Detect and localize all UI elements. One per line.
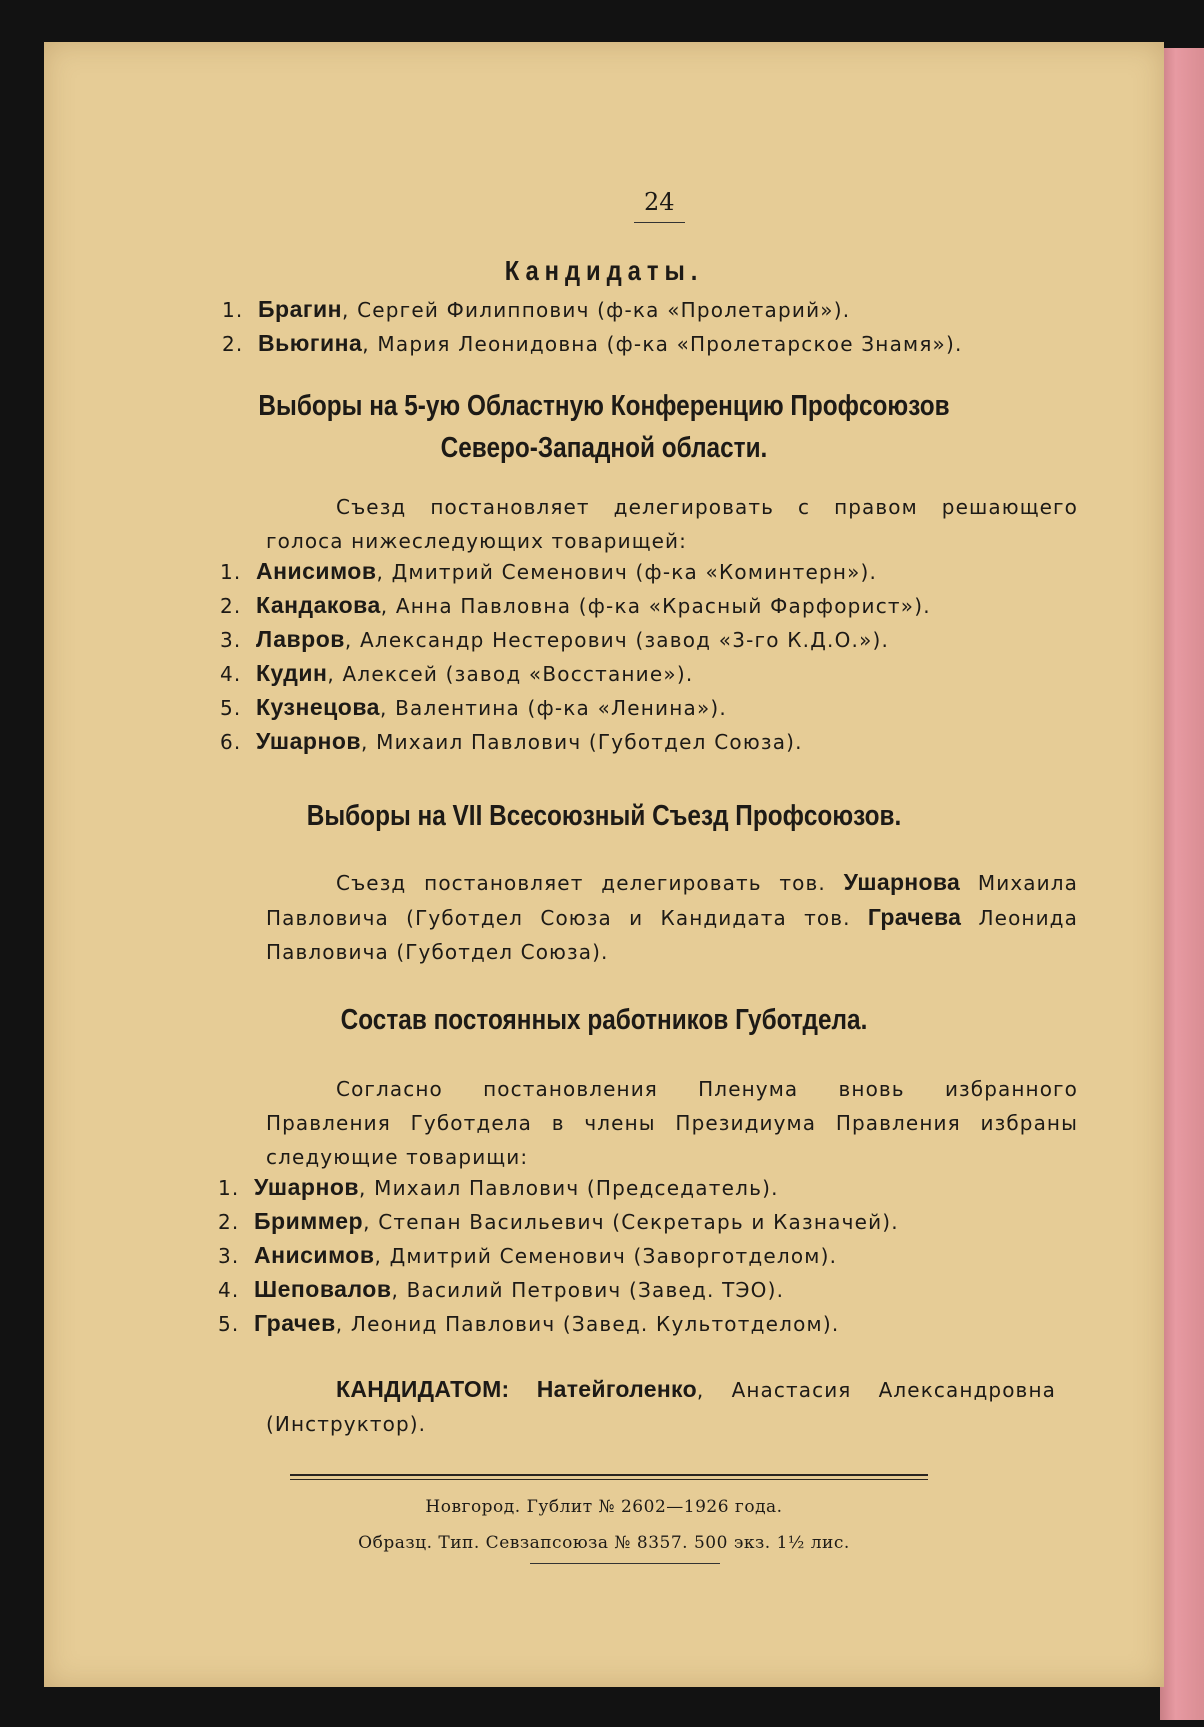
list-item (222, 330, 963, 357)
item-details: , Михаил Павлович (Губотдел Союза). (361, 730, 803, 754)
staff-intro: Согласно постановления Пленума вновь избранного Правления Губотдела в члены Президиума Правления избраны следующие товарищи: (266, 1077, 1078, 1169)
item-name: Брагин (258, 296, 342, 322)
imprint-line-1: Новгород. Гублит № 2602—1926 года. (425, 1497, 783, 1517)
item-number: 4. (220, 662, 242, 686)
candidate-name: Натейголенко (536, 1376, 697, 1402)
candidate-details: , Анастасия Александровна (Инструктор). (266, 1378, 1056, 1436)
item-number: 2. (218, 1210, 240, 1234)
item-number: 6. (220, 730, 242, 754)
item-number: 5. (218, 1312, 240, 1336)
item-number: 3. (218, 1244, 240, 1268)
item-details: , Степан Васильевич (Секретарь и Казначей). (363, 1210, 899, 1234)
staff-candidate (266, 1372, 1056, 1441)
item-details: , Александр Нестерович (завод «3-го К.Д.О.»). (344, 628, 890, 652)
item-details: , Василий Петрович (Завед. ТЭО). (391, 1278, 785, 1302)
item-name: Кузнецова (256, 694, 380, 720)
allunion-heading: Выборы на VII Всесоюзный Съезд Профсоюзов. (306, 800, 902, 832)
item-number: 2. (220, 594, 242, 618)
candidates-heading: Кандидаты. (504, 255, 704, 286)
allunion-text-1: Съезд постановляет делегировать тов. (336, 871, 826, 895)
item-details: , Мария Леонидовна (ф-ка «Пролетарское Знамя»). (362, 332, 963, 356)
item-name: Лавров (256, 626, 345, 652)
list-item (218, 1276, 784, 1303)
item-details: , Сергей Филиппович (ф-ка «Пролетарий»). (341, 298, 851, 322)
list-item (222, 296, 850, 323)
page-number: 24 (634, 188, 685, 223)
item-number: 1. (220, 560, 242, 584)
item-name: Шеповалов (254, 1276, 392, 1302)
item-number: 3. (220, 628, 242, 652)
item-number: 1. (218, 1176, 240, 1200)
list-item (220, 592, 931, 619)
item-number: 4. (218, 1278, 240, 1302)
list-item (220, 694, 727, 721)
list-item (218, 1310, 839, 1337)
list-item (220, 728, 803, 755)
item-name: Кандакова (256, 592, 381, 618)
item-number: 1. (222, 298, 244, 322)
list-item (218, 1208, 899, 1235)
regional-intro: Съезд постановляет делегировать с правом решающего голоса нижеследующих товарищей: (266, 495, 1078, 553)
regional-heading-line-1: Выборы на 5-ую Областную Конференцию Профсоюзов (258, 390, 950, 422)
item-details: , Алексей (завод «Восстание»). (327, 662, 694, 686)
item-details: , Валентина (ф-ка «Ленина»). (379, 696, 727, 720)
adjacent-page-edge (1160, 48, 1204, 1720)
item-details: , Михаил Павлович (Председатель). (359, 1176, 779, 1200)
item-details: , Анна Павловна (ф-ка «Красный Фарфорист»). (380, 594, 931, 618)
imprint-line-2: Образц. Тип. Севзапсоюза № 8357. 500 экз. 1½ лис. (358, 1533, 850, 1553)
candidate-label: КАНДИДАТОМ: (336, 1376, 510, 1402)
item-details: , Дмитрий Семенович (Заворготделом). (374, 1244, 838, 1268)
item-details: , Леонид Павлович (Завед. Культотделом). (335, 1312, 840, 1336)
item-name: Бриммер (254, 1208, 364, 1234)
item-name: Анисимов (256, 558, 377, 584)
regional-heading-line-2: Северо-Западной области. (440, 432, 768, 464)
item-name: Кудин (256, 660, 328, 686)
item-name: Ушарнов (256, 728, 362, 754)
book-page (44, 42, 1164, 1687)
item-number: 2. (222, 332, 244, 356)
imprint-underline (530, 1563, 720, 1564)
item-name: Вьюгина (258, 330, 363, 356)
allunion-paragraph (266, 865, 1078, 969)
item-details: , Дмитрий Семенович (ф-ка «Коминтерн»). (376, 560, 878, 584)
divider-rule (290, 1479, 928, 1480)
list-item (218, 1174, 779, 1201)
list-item (220, 626, 889, 653)
allunion-text-3: Леонида Павловича (Губотдел Союза). (266, 906, 1078, 964)
delegate-name: Ушарнова (843, 869, 961, 895)
list-item (218, 1242, 837, 1269)
item-name: Грачев (254, 1310, 336, 1336)
item-name: Анисимов (254, 1242, 375, 1268)
allunion-text-2: Михаила Павловича (Губотдел Союза и Кандидата тов. (266, 871, 1078, 930)
divider-rule (290, 1474, 928, 1476)
list-item (220, 558, 877, 585)
item-number: 5. (220, 696, 242, 720)
candidate-name: Грачева (867, 904, 962, 930)
item-name: Ушарнов (254, 1174, 360, 1200)
staff-heading: Состав постоянных работников Губотдела. (340, 1004, 868, 1036)
list-item (220, 660, 693, 687)
